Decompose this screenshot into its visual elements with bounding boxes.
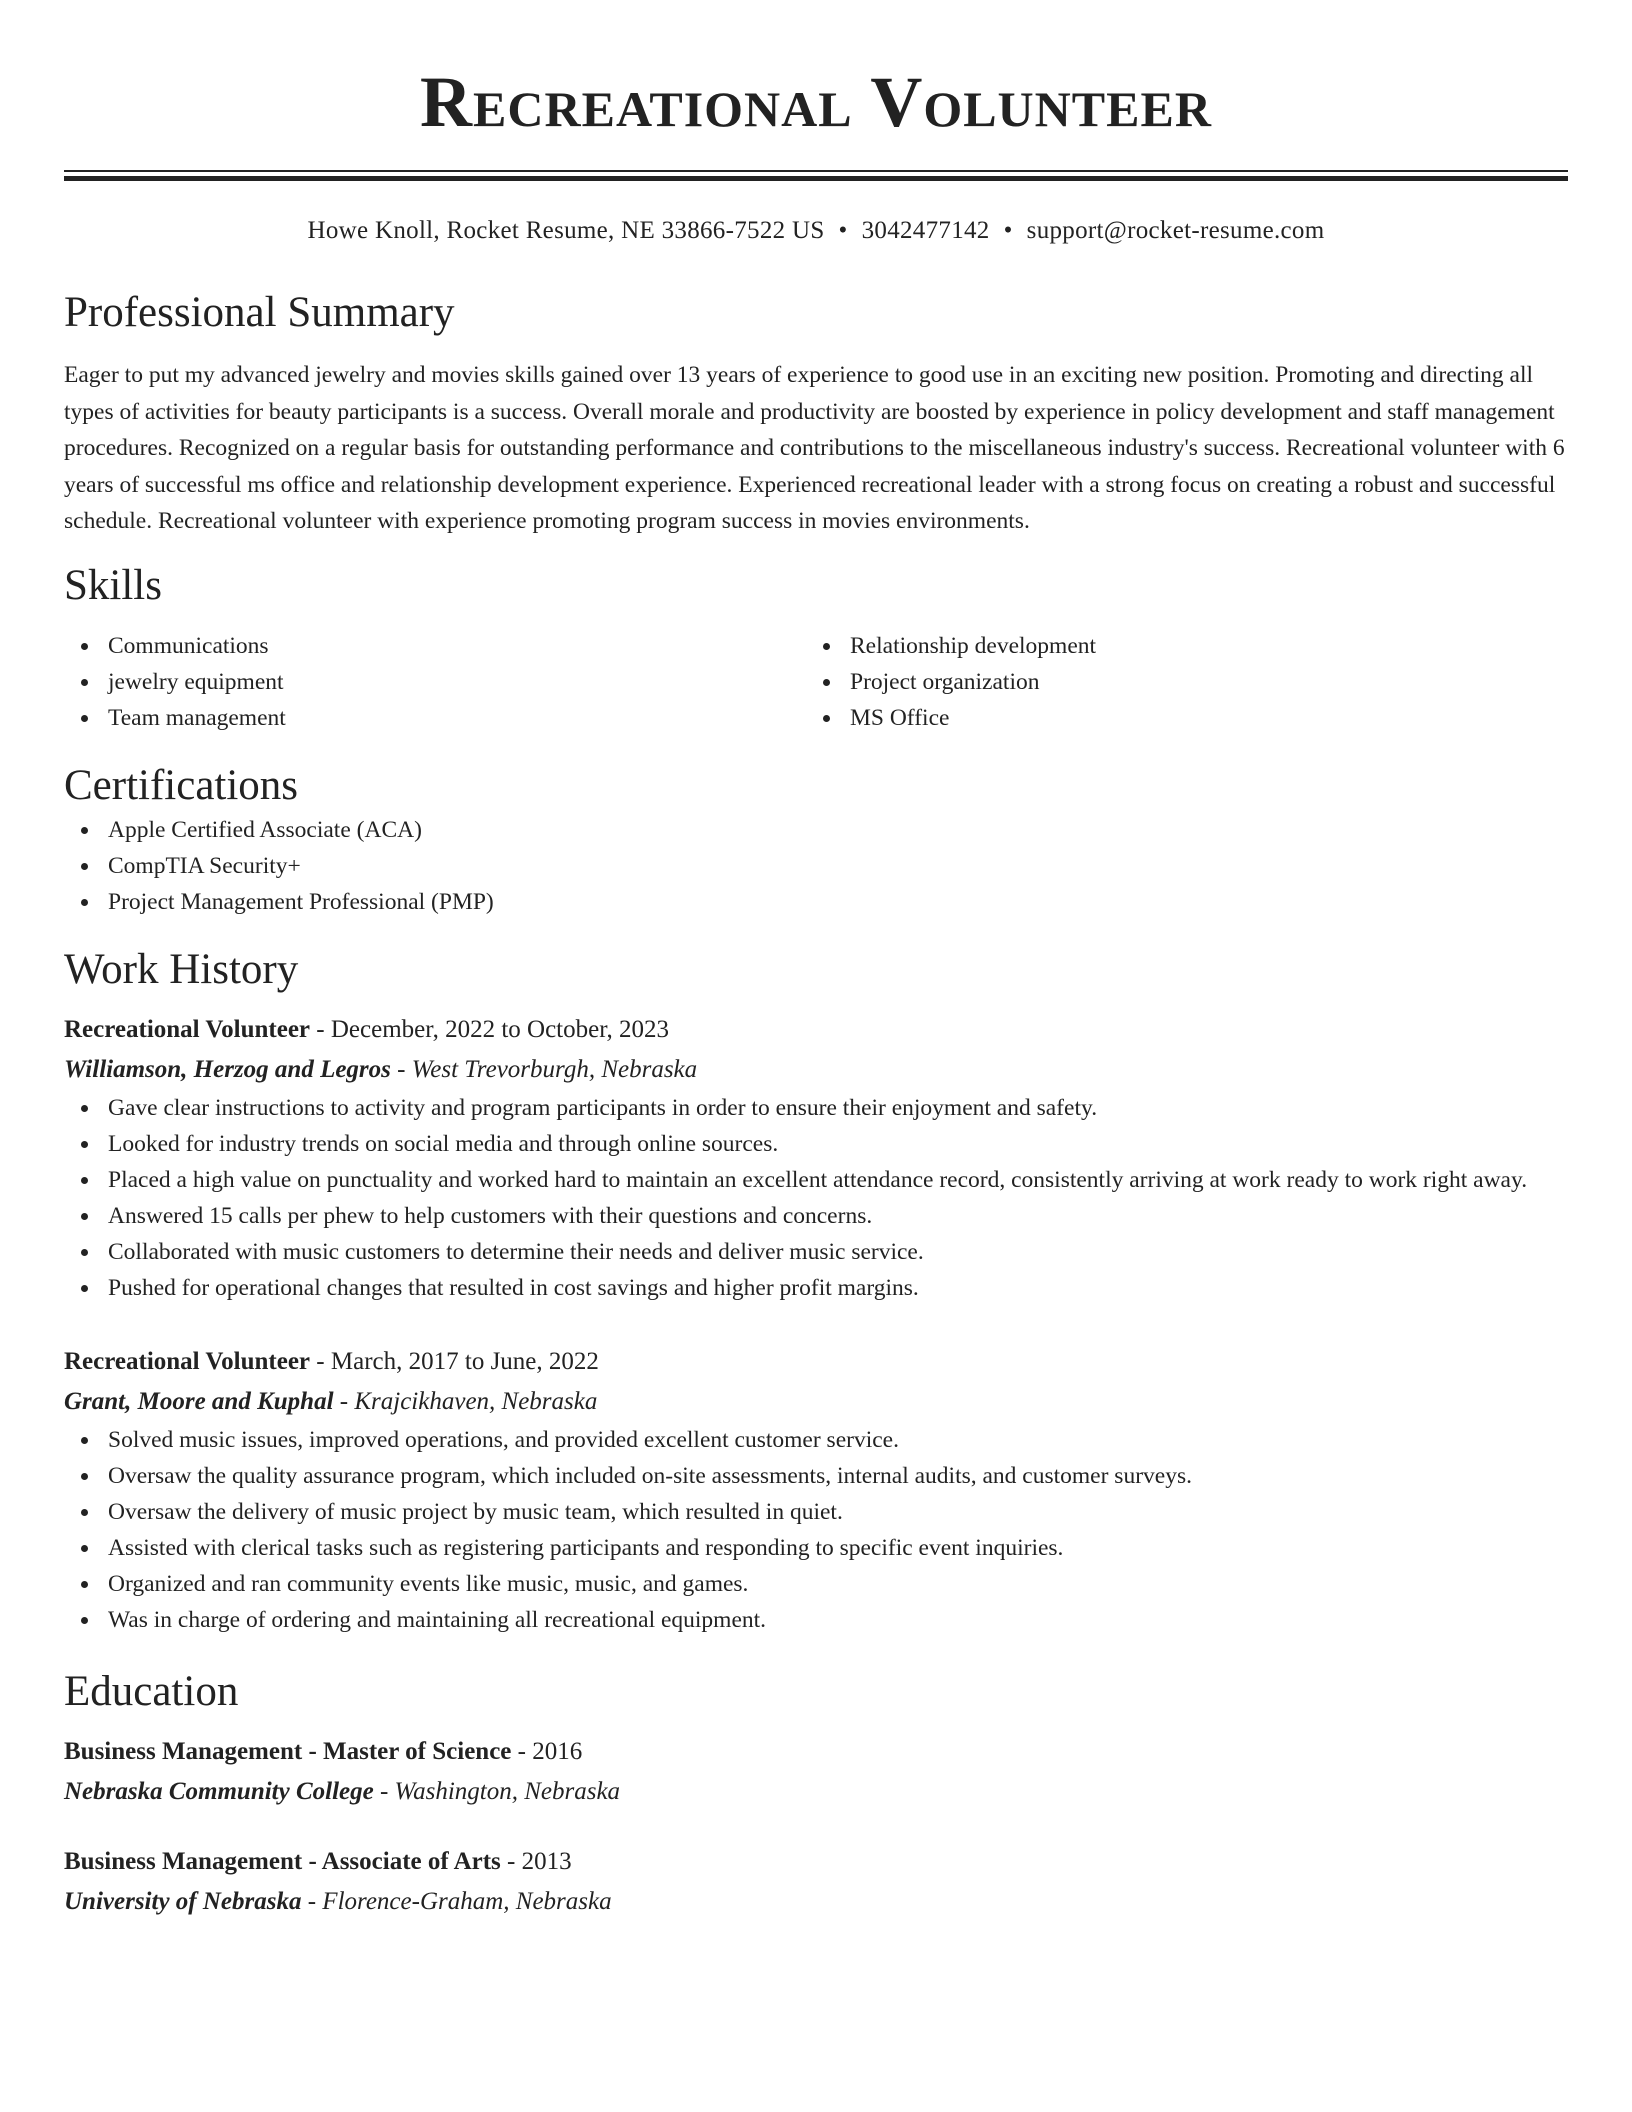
skills-column-left (64, 628, 806, 736)
education-heading: Education (64, 1667, 239, 1715)
certification-item: Project Management Professional (PMP) (64, 884, 1568, 920)
education-entry (64, 1732, 1568, 1812)
job-bullet: Looked for industry trends on social media and through online sources. (64, 1126, 1568, 1162)
job-bullet: Organized and ran community events like music, music, and games. (64, 1566, 1568, 1602)
contact-email: support@rocket-resume.com (1026, 217, 1325, 244)
skill-item: jewelry equipment (64, 664, 806, 700)
certification-item: Apple Certified Associate (ACA) (64, 812, 1568, 848)
skill-item: MS Office (806, 700, 1548, 736)
education-degree: Business Management - Associate of Arts (64, 1847, 501, 1875)
job-role: Recreational Volunteer (64, 1015, 311, 1043)
education-year: - 2013 (500, 1847, 572, 1875)
job-bullet: Solved music issues, improved operations, and provided excellent customer service. (64, 1422, 1568, 1458)
job-bullet: Placed a high value on punctuality and worked hard to maintain an excellent attendance record, consistently arriving at work ready to work right away. (64, 1162, 1568, 1198)
contact-address: Howe Knoll, Rocket Resume, NE 33866-7522 US (307, 217, 825, 244)
education-school-line (64, 1772, 1568, 1812)
job-bullet: Oversaw the delivery of music project by music team, which resulted in quiet. (64, 1494, 1568, 1530)
job-entry (64, 1342, 1568, 1638)
summary-heading: Professional Summary (64, 289, 455, 336)
skill-item: Team management (64, 700, 806, 736)
contact-line (64, 215, 1568, 247)
certifications-list (64, 812, 1568, 920)
skills-heading: Skills (64, 561, 162, 609)
job-role: Recreational Volunteer (64, 1347, 311, 1375)
summary-text: Eager to put my advanced jewelry and movies skills gained over 13 years of experience to good use in an exciting new position. Promoting and directing all types of activities for beauty participants is a success. Overall morale and productivity are boosted by experience in policy development and staff management procedures. Recognized on a regular basis for outstanding performance and contributions to the miscellaneous industry's success. Recreational volunteer with 6 years of successful ms office and relationship development experience. Experienced recreational leader with a strong focus on creating a robust and successful schedule. Recreational volunteer with experience promoting program success in movies environments. (64, 362, 1565, 534)
resume-name-heading: Recreational Volunteer (420, 62, 1212, 142)
education-location: - Washington, Nebraska (373, 1777, 621, 1805)
education-degree: Business Management - Master of Science (64, 1737, 512, 1765)
education-location: - Florence-Graham, Nebraska (301, 1887, 612, 1915)
work-history-heading: Work History (64, 945, 299, 993)
education-degree-line (64, 1732, 1568, 1772)
job-dates: - March, 2017 to June, 2022 (310, 1347, 599, 1375)
certifications-heading: Certifications (64, 761, 299, 809)
job-company: Grant, Moore and Kuphal (64, 1387, 334, 1415)
job-bullet: Assisted with clerical tasks such as registering participants and responding to specific event inquiries. (64, 1530, 1568, 1566)
skills-column-right (806, 628, 1548, 736)
job-title-line (64, 1342, 1568, 1382)
job-company-line (64, 1050, 1568, 1090)
education-school: Nebraska Community College (64, 1777, 374, 1805)
job-dates: - December, 2022 to October, 2023 (310, 1015, 670, 1043)
job-bullet: Gave clear instructions to activity and program participants in order to ensure their enjoyment and safety. (64, 1090, 1568, 1126)
job-location: - West Trevorburgh, Nebraska (390, 1055, 698, 1083)
header-divider (64, 170, 1568, 181)
job-company: Williamson, Herzog and Legros (64, 1055, 391, 1083)
skills-list (64, 628, 1568, 736)
contact-separator: • (838, 217, 848, 244)
skill-item: Project organization (806, 664, 1548, 700)
job-entry (64, 1010, 1568, 1306)
job-bullet: Collaborated with music customers to determine their needs and deliver music service. (64, 1234, 1568, 1270)
job-bullet: Pushed for operational changes that resulted in cost savings and higher profit margins. (64, 1270, 1568, 1306)
education-school: University of Nebraska (64, 1887, 302, 1915)
job-bullets (64, 1422, 1568, 1638)
education-year: - 2016 (511, 1737, 583, 1765)
job-bullet: Answered 15 calls per phew to help customers with their questions and concerns. (64, 1198, 1568, 1234)
job-company-line (64, 1382, 1568, 1422)
certification-item: CompTIA Security+ (64, 848, 1568, 884)
job-bullets (64, 1090, 1568, 1306)
education-entry (64, 1842, 1568, 1922)
skill-item: Relationship development (806, 628, 1548, 664)
job-bullet: Oversaw the quality assurance program, which included on-site assessments, internal audits, and customer surveys. (64, 1458, 1568, 1494)
contact-separator: • (1003, 217, 1013, 244)
skill-item: Communications (64, 628, 806, 664)
education-degree-line (64, 1842, 1568, 1882)
education-school-line (64, 1882, 1568, 1922)
contact-phone: 3042477142 (861, 217, 990, 244)
job-title-line (64, 1010, 1568, 1050)
job-location: - Krajcikhaven, Nebraska (333, 1387, 598, 1415)
job-bullet: Was in charge of ordering and maintaining all recreational equipment. (64, 1602, 1568, 1638)
